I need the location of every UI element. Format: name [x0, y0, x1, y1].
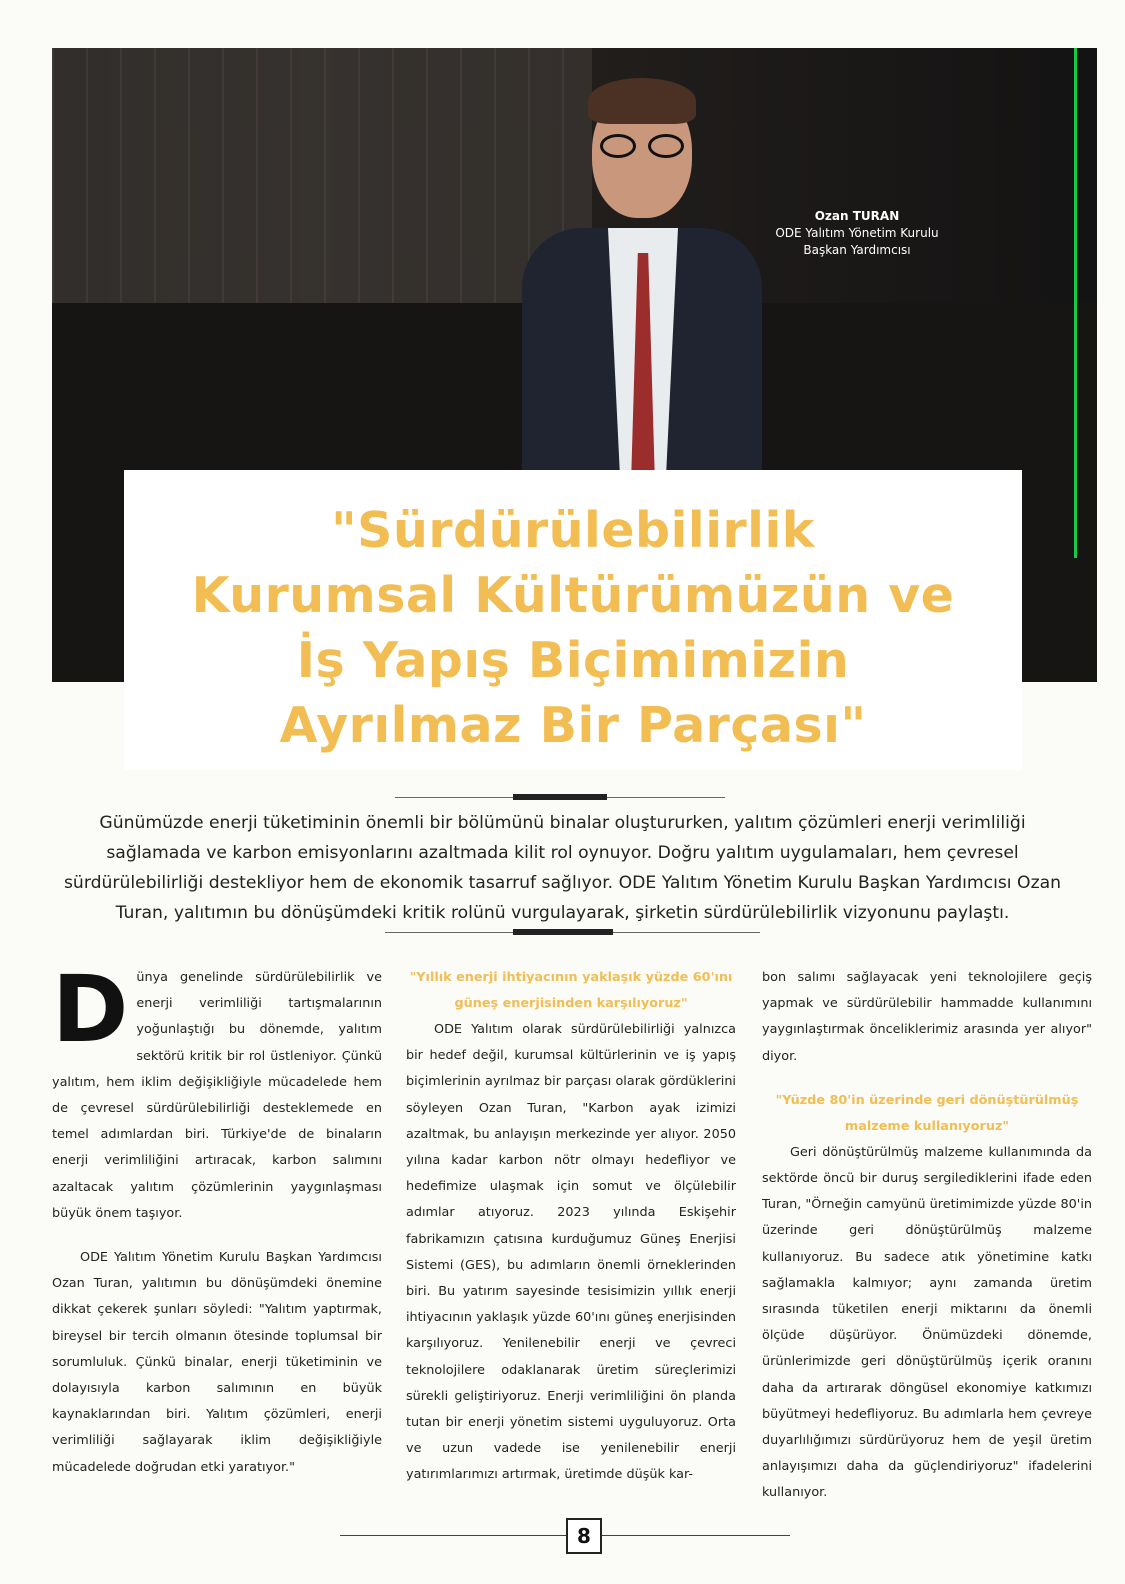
- caption-name: Ozan TURAN: [814, 209, 900, 223]
- column3-subheading: "Yüzde 80'in üzerinde geri dönüştürülmüş malzeme kullanıyoruz": [775, 1092, 1079, 1134]
- headline: [124, 498, 1022, 758]
- portrait-hair: [588, 78, 696, 124]
- column3-paragraph1: bon salımı sağlayacak yeni teknolojilere geçiş yapmak ve sürdürülebilir hammadde kullanımını yaygınlaştırmak önceliklerimiz arasında yer alıyor" diyor.: [762, 970, 1092, 1064]
- column2-subheading: "Yıllık enerji ihtiyacının yaklaşık yüzde 60'ını güneş enerjisinden karşılıyoruz": [409, 970, 733, 1011]
- column2-paragraph1: ODE Yalıtım olarak sürdürülebilirliği yalnızca bir hedef değil, kurumsal kültürlerinin ve iş yapış biçimlerinin ayrılmaz bir parçası olarak gördüklerini söyleyen Ozan Turan, "Karbon ayak izimizi azaltmak, bu anlayışın merkezinde yer alıyor. 2050 yılına kadar karbon nötr olmayı hedefliyor ve hedefimize ulaşmak için somut ve ölçülebilir adımlar atıyoruz. 2023 yılında Eskişehir fabrikamızın çatısına kurduğumuz Güneş Enerjisi Sistemi (GES), bu adımların önemli örneklerinden biri. Bu yatırım sayesinde tesisimizin yıllık enerji ihtiyacının yaklaşık yüzde 60'ını güneş enerjisinden karşılıyoruz. Yenilenebilir enerji ve çevreci teknolojilere odaklanarak üretim süreçlerimizi sürekli geliştiriyoruz. Enerji verimliliğini ön planda tutan bir enerji yönetim sistemi uyguluyoruz. Orta ve uzun vadede ise yenilenebilir enerji yatırımlarımızı artırmak, üretimde düşük kar-: [406, 1022, 736, 1483]
- decorative-wall: [52, 48, 592, 303]
- dropcap: D: [52, 956, 129, 1063]
- photo-caption: [742, 208, 972, 259]
- column-3: [762, 965, 1092, 1507]
- column-1: [52, 956, 382, 1481]
- column3-paragraph2: Geri dönüştürülmüş malzeme kullanımında da sektörde öncü bir duruş sergilediklerini ifade eden Turan, "Örneğin camyünü üretimimizde yüzde 80'in üzerinde geri dönüştürülmüş malzeme kullanıyoruz. Bu sadece atık yönetimine katkı sağlamakla kalmıyor; aynı zamanda üretim sırasında tüketilen enerji miktarını da önemli ölçüde düşürüyor. Önümüzdeki dönemde, ürünlerimizde geri dönüştürülmüş içerik oranını daha da artırarak döngüsel ekonomiye katkımızı büyütmeyi hedefliyoruz. Bu adımlarla hem çevreye duyarlılığımızı sürdürüyoruz hem de yeşil üretim anlayışımızı daha da güçlendiriyoruz" ifadelerini kullanıyor.: [762, 1144, 1092, 1501]
- headline-line: Ayrılmaz Bir Parçası": [279, 697, 867, 754]
- caption-role-line2: Başkan Yardımcısı: [803, 243, 911, 257]
- column1-paragraph1-text: ünya genelinde sürdürülebilirlik ve enerji verimliliği tartışmalarının yoğunlaştığı bu dönemde, yalıtım sektörü kritik bir rol üstleniyor. Çünkü yalıtım, hem iklim değişikliğiyle mücadelede hem de çevresel sürdürülebilirliği desteklemede en temel adımlardan biri. Türkiye'de de binaların enerji verimliliğini artıracak, karbon salımını azaltacak yalıtım çözümlerinin yaygınlaşması büyük önem taşıyor.: [52, 970, 382, 1221]
- headline-line: "Sürdürülebilirlik: [331, 502, 815, 559]
- footer-rule: [340, 1535, 790, 1536]
- headline-line: İş Yapış Biçimimizin: [296, 632, 850, 689]
- column1-paragraph2: ODE Yalıtım Yönetim Kurulu Başkan Yardımcısı Ozan Turan, yalıtımın bu dönüşümdeki önemine dikkat çekerek şunları söyledi: "Yalıtım yaptırmak, bireysel bir tercih olmanın ötesinde toplumsal bir sorumluluk. Çünkü binalar, enerji tüketiminin ve dolayısıyla karbon salımının en büyük kaynaklarından biri. Yalıtım çözümleri, enerji verimliliği sağlayarak iklim değişikliğiyle mücadelede doğrudan etki yaratıyor.": [52, 1250, 382, 1475]
- column1-paragraph1: [52, 956, 382, 1227]
- divider-bottom: [385, 932, 760, 933]
- column-2: [406, 965, 736, 1489]
- page-number: 8: [566, 1518, 602, 1554]
- divider-top: [395, 797, 725, 798]
- headline-line: Kurumsal Kültürümüzün ve: [191, 567, 955, 624]
- portrait-glasses: [600, 134, 684, 160]
- portrait: [522, 78, 762, 518]
- green-accent-line: [1074, 48, 1077, 558]
- caption-role-line1: ODE Yalıtım Yönetim Kurulu: [775, 226, 939, 240]
- intro-paragraph: Günümüzde enerji tüketiminin önemli bir bölümünü binalar oluştururken, yalıtım çözümleri enerji verimliliği sağlamada ve karbon emisyonlarını azaltmada kilit rol oynuyor. Doğru yalıtım uygulamaları, hem çevresel sürdürülebilirliği destekliyor hem de ekonomik tasarruf sağlıyor. ODE Yalıtım Yönetim Kurulu Başkan Yardımcısı Ozan Turan, yalıtımın bu dönüşümdeki kritik rolünü vurgulayarak, şirketin sürdürülebilirlik vizyonunu paylaştı.: [63, 813, 1062, 923]
